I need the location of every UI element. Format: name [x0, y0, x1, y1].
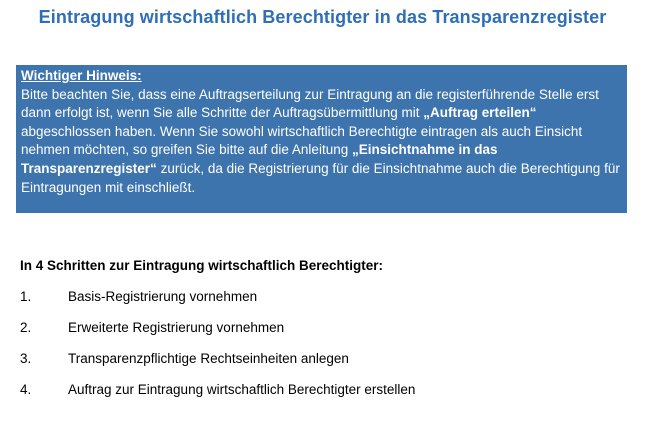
notice-text-part-3: zurück, da die Registrierung für die Einsichtnahme auch die Berechtigung für Eintragungen mit einschließt.: [21, 160, 620, 195]
notice-text-part-1: Bitte beachten Sie, dass eine Auftragserteilung zur Eintragung an die registerführende Stelle erst dann erfolgt ist, wenn Sie alle Schritte der Auftragsübermittlung mit: [21, 86, 599, 121]
step-number: 4.: [20, 382, 32, 397]
notice-bold-auftrag-erteilen: „Auftrag erteilen“: [423, 105, 537, 121]
step-label: Auftrag zur Eintragung wirtschaftlich Berechtigter erstellen: [68, 382, 416, 397]
important-notice-box: [16, 65, 627, 213]
step-label: Transparenzpflichtige Rechtseinheiten anlegen: [68, 351, 349, 366]
steps-heading: In 4 Schritten zur Eintragung wirtschaftlich Berechtigter:: [20, 258, 384, 273]
notice-text: [21, 87, 620, 195]
step-label: Basis-Registrierung vornehmen: [68, 289, 258, 304]
notice-heading: Wichtiger Hinweis:: [21, 68, 142, 83]
step-number: 1.: [20, 289, 32, 304]
notice-text-part-2: abgeschlossen haben. Wenn Sie sowohl wirtschaftlich Berechtigte eintragen als auch Einsicht nehmen möchten, so greifen Sie bitte auf die Anleitung: [21, 123, 583, 158]
step-number: 3.: [20, 351, 32, 366]
notice-bold-einsichtnahme: „Einsichtnahme in das Transparenzregister“: [21, 142, 498, 176]
step-number: 2.: [20, 320, 32, 335]
page-title: Eintragung wirtschaftlich Berechtigter in das Transparenzregister: [38, 7, 607, 27]
step-label: Erweiterte Registrierung vornehmen: [68, 320, 285, 335]
